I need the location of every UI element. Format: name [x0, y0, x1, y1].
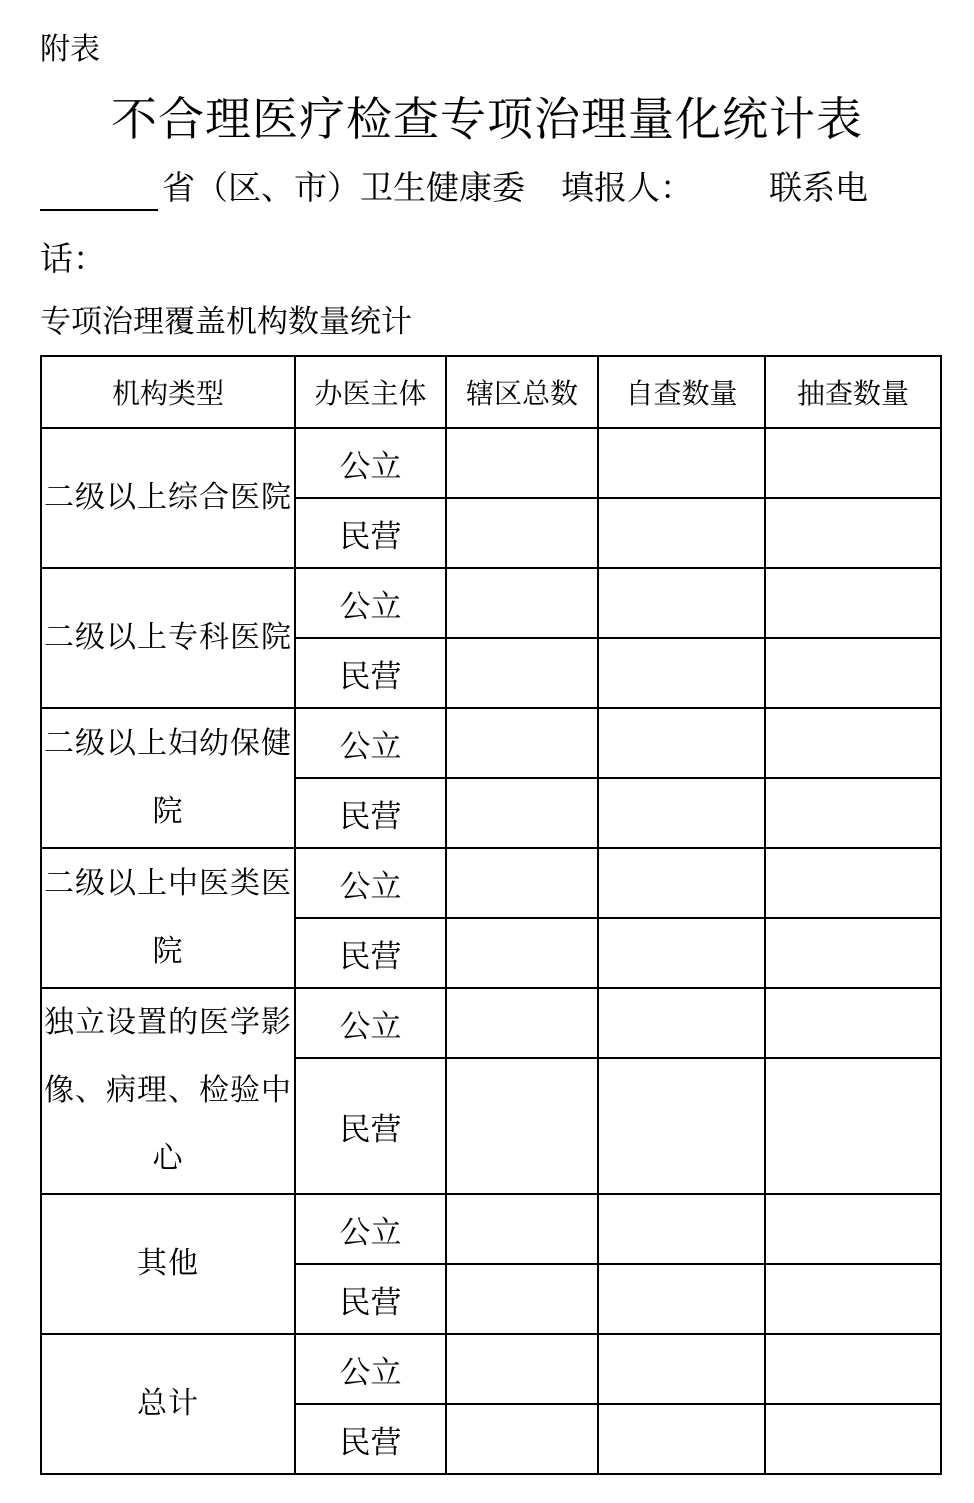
owner-cell: 公立 — [295, 428, 446, 498]
phone-label-continued: 话： — [40, 239, 106, 278]
self-check-cell[interactable] — [598, 848, 765, 918]
appendix-label: 附表 — [40, 32, 100, 67]
spot-check-cell[interactable] — [765, 918, 941, 988]
self-check-cell[interactable] — [598, 778, 765, 848]
self-check-cell[interactable] — [598, 1264, 765, 1334]
institution-type-cell — [41, 1334, 295, 1474]
self-check-cell[interactable] — [598, 1334, 765, 1404]
institution-type-label: 二级以上综合医院 — [44, 480, 292, 515]
total-cell[interactable] — [446, 498, 598, 568]
total-cell[interactable] — [446, 638, 598, 708]
spot-check-cell[interactable] — [765, 428, 941, 498]
total-cell[interactable] — [446, 1058, 598, 1194]
reporter-label: 填报人： — [561, 168, 693, 207]
table-row — [41, 1334, 941, 1404]
spot-check-cell[interactable] — [765, 498, 941, 568]
spot-check-cell[interactable] — [765, 1194, 941, 1264]
self-check-cell[interactable] — [598, 1404, 765, 1474]
self-check-cell[interactable] — [598, 638, 765, 708]
spot-check-cell[interactable] — [765, 778, 941, 848]
total-cell[interactable] — [446, 1264, 598, 1334]
institution-type-cell — [41, 428, 295, 568]
table-row — [41, 428, 941, 498]
col-header-total: 辖区总数 — [446, 356, 598, 428]
institution-type-label: 总计 — [137, 1386, 199, 1421]
institution-type-cell — [41, 848, 295, 988]
total-cell[interactable] — [446, 1404, 598, 1474]
self-check-cell[interactable] — [598, 498, 765, 568]
province-text: 省（区、市）卫生健康委 — [162, 168, 525, 207]
owner-cell: 公立 — [295, 708, 446, 778]
owner-cell: 公立 — [295, 848, 446, 918]
self-check-cell[interactable] — [598, 708, 765, 778]
col-header-self-check: 自查数量 — [598, 356, 765, 428]
owner-cell: 民营 — [295, 778, 446, 848]
self-check-cell[interactable] — [598, 568, 765, 638]
col-header-spot-check: 抽查数量 — [765, 356, 941, 428]
spot-check-cell[interactable] — [765, 638, 941, 708]
institution-type-label: 二级以上中医类医院 — [44, 866, 292, 969]
institution-type-cell — [41, 568, 295, 708]
institution-type-cell — [41, 988, 295, 1194]
spot-check-cell[interactable] — [765, 708, 941, 778]
owner-cell: 民营 — [295, 918, 446, 988]
province-blank[interactable] — [40, 175, 158, 211]
spot-check-cell[interactable] — [765, 1334, 941, 1404]
institution-type-label: 独立设置的医学影像、病理、检验中心 — [44, 1005, 292, 1176]
spot-check-cell[interactable] — [765, 1264, 941, 1334]
owner-cell: 民营 — [295, 498, 446, 568]
header-line — [40, 165, 940, 211]
self-check-cell[interactable] — [598, 1058, 765, 1194]
owner-cell: 民营 — [295, 1058, 446, 1194]
owner-cell: 民营 — [295, 1264, 446, 1334]
table-row — [41, 708, 941, 778]
total-cell[interactable] — [446, 848, 598, 918]
owner-cell: 公立 — [295, 1334, 446, 1404]
institution-type-label: 二级以上专科医院 — [44, 620, 292, 655]
col-header-owner: 办医主体 — [295, 356, 446, 428]
section-subtitle: 专项治理覆盖机构数量统计 — [40, 304, 412, 340]
spot-check-cell[interactable] — [765, 1058, 941, 1194]
self-check-cell[interactable] — [598, 428, 765, 498]
spot-check-cell[interactable] — [765, 1404, 941, 1474]
table-row — [41, 848, 941, 918]
institution-type-cell — [41, 708, 295, 848]
owner-cell: 公立 — [295, 1194, 446, 1264]
table-row — [41, 568, 941, 638]
owner-cell: 公立 — [295, 988, 446, 1058]
owner-cell: 公立 — [295, 568, 446, 638]
institution-type-label: 二级以上妇幼保健院 — [44, 726, 292, 829]
owner-cell: 民营 — [295, 1404, 446, 1474]
total-cell[interactable] — [446, 988, 598, 1058]
total-cell[interactable] — [446, 568, 598, 638]
total-cell[interactable] — [446, 918, 598, 988]
self-check-cell[interactable] — [598, 988, 765, 1058]
phone-label: 联系电 — [769, 168, 868, 207]
spot-check-cell[interactable] — [765, 848, 941, 918]
total-cell[interactable] — [446, 428, 598, 498]
total-cell[interactable] — [446, 778, 598, 848]
table-row — [41, 1194, 941, 1264]
table-row — [41, 988, 941, 1058]
spot-check-cell[interactable] — [765, 988, 941, 1058]
institution-type-cell — [41, 1194, 295, 1334]
page-title: 不合理医疗检查专项治理量化统计表 — [111, 92, 863, 146]
table-header-row — [41, 356, 941, 428]
total-cell[interactable] — [446, 708, 598, 778]
total-cell[interactable] — [446, 1194, 598, 1264]
total-cell[interactable] — [446, 1334, 598, 1404]
statistics-table — [40, 355, 942, 1475]
col-header-type: 机构类型 — [41, 356, 295, 428]
self-check-cell[interactable] — [598, 918, 765, 988]
self-check-cell[interactable] — [598, 1194, 765, 1264]
spot-check-cell[interactable] — [765, 568, 941, 638]
owner-cell: 民营 — [295, 638, 446, 708]
institution-type-label: 其他 — [137, 1246, 199, 1281]
